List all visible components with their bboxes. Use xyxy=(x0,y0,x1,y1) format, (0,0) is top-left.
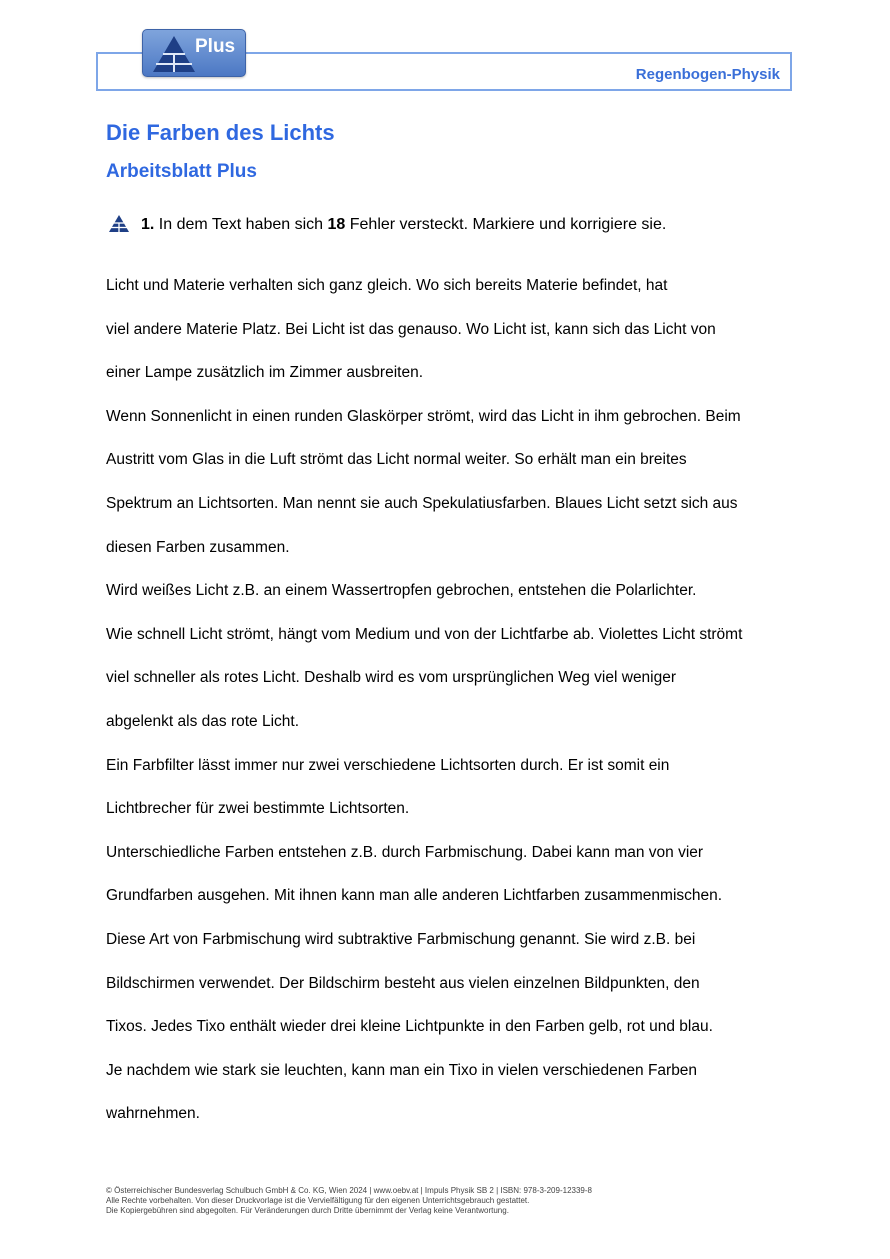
triangle-logo-icon xyxy=(151,34,197,74)
text-line: Spektrum an Lichtsorten. Man nennt sie auch Spekulatiusfarben. Blaues Licht setzt sich aus xyxy=(106,494,738,512)
text-line: Wie schnell Licht strömt, hängt vom Medium und von der Lichtfarbe ab. Violettes Licht strömt xyxy=(106,625,743,643)
page-title: Die Farben des Lichts xyxy=(106,120,335,145)
text-line: Bildschirmen verwendet. Der Bildschirm besteht aus vielen einzelnen Bildpunkten, den xyxy=(106,974,700,992)
page-subtitle: Arbeitsblatt Plus xyxy=(106,161,257,182)
text-line: Tixos. Jedes Tixo enthält wieder drei kleine Lichtpunkte in den Farben gelb, rot und blau. xyxy=(106,1018,713,1036)
footer xyxy=(106,1186,592,1216)
task-text-before: In dem Text haben sich xyxy=(158,216,324,233)
triangle-level-icon xyxy=(108,214,130,233)
text-line: Wird weißes Licht z.B. an einem Wassertropfen gebrochen, entstehen die Polarlichter. xyxy=(106,582,697,600)
exercise-text xyxy=(106,264,796,1136)
task-number: 1. xyxy=(141,216,155,233)
task-instruction xyxy=(141,216,666,234)
text-line: viel andere Materie Platz. Bei Licht ist das genauso. Wo Licht ist, kann sich das Licht von xyxy=(106,320,716,338)
text-line: viel schneller als rotes Licht. Deshalb wird es vom ursprünglichen Weg viel weniger xyxy=(106,669,677,687)
text-line: Lichtbrecher für zwei bestimmte Lichtsorten. xyxy=(106,800,410,818)
text-line: wahrnehmen. xyxy=(106,1105,200,1123)
task-count: 18 xyxy=(327,216,346,233)
text-line: Grundfarben ausgehen. Mit ihnen kann man alle anderen Lichtfarben zusammenmischen. xyxy=(106,887,723,905)
text-line: Je nachdem wie stark sie leuchten, kann man ein Tixo in vielen verschiedenen Farben xyxy=(106,1061,698,1079)
logo-text: Plus xyxy=(195,36,236,57)
text-line: Wenn Sonnenlicht in einen runden Glaskörper strömt, wird das Licht in ihm gebrochen. Beim xyxy=(106,407,741,425)
text-line: Austritt vom Glas in die Luft strömt das Licht normal weiter. So erhält man ein breites xyxy=(106,451,687,469)
plus-logo xyxy=(142,29,246,77)
text-line: Diese Art von Farbmischung wird subtraktive Farbmischung genannt. Sie wird z.B. bei xyxy=(106,930,696,948)
task-text-after: Fehler versteckt. Markiere und korrigiere sie. xyxy=(349,216,667,233)
text-line: Unterschiedliche Farben entstehen z.B. durch Farbmischung. Dabei kann man von vier xyxy=(106,843,704,861)
header-label: Regenbogen-Physik xyxy=(635,66,780,83)
text-line: Licht und Materie verhalten sich ganz gleich. Wo sich bereits Materie befindet, hat xyxy=(106,277,668,294)
text-line: diesen Farben zusammen. xyxy=(106,538,290,556)
text-line: einer Lampe zusätzlich im Zimmer ausbreiten. xyxy=(106,364,424,382)
footer-disclaimer: Die Kopiergebühren sind abgegolten. Für Veränderungen durch Dritte übernimmt der Verlag keine Verantwortung. xyxy=(106,1206,509,1215)
footer-rights: Alle Rechte vorbehalten. Von dieser Druckvorlage ist die Vervielfältigung für den eigenen Unterrichtsgebrauch gestattet. xyxy=(106,1196,530,1205)
text-line: abgelenkt als das rote Licht. xyxy=(106,712,300,730)
text-line: Ein Farbfilter lässt immer nur zwei verschiedene Lichtsorten durch. Er ist somit ein xyxy=(106,756,670,774)
footer-copyright: © Österreichischer Bundesverlag Schulbuch GmbH & Co. KG, Wien 2024 | www.oebv.at | Impuls Physik SB 2 | ISBN: 978-3-209-12339-8 xyxy=(106,1186,592,1195)
